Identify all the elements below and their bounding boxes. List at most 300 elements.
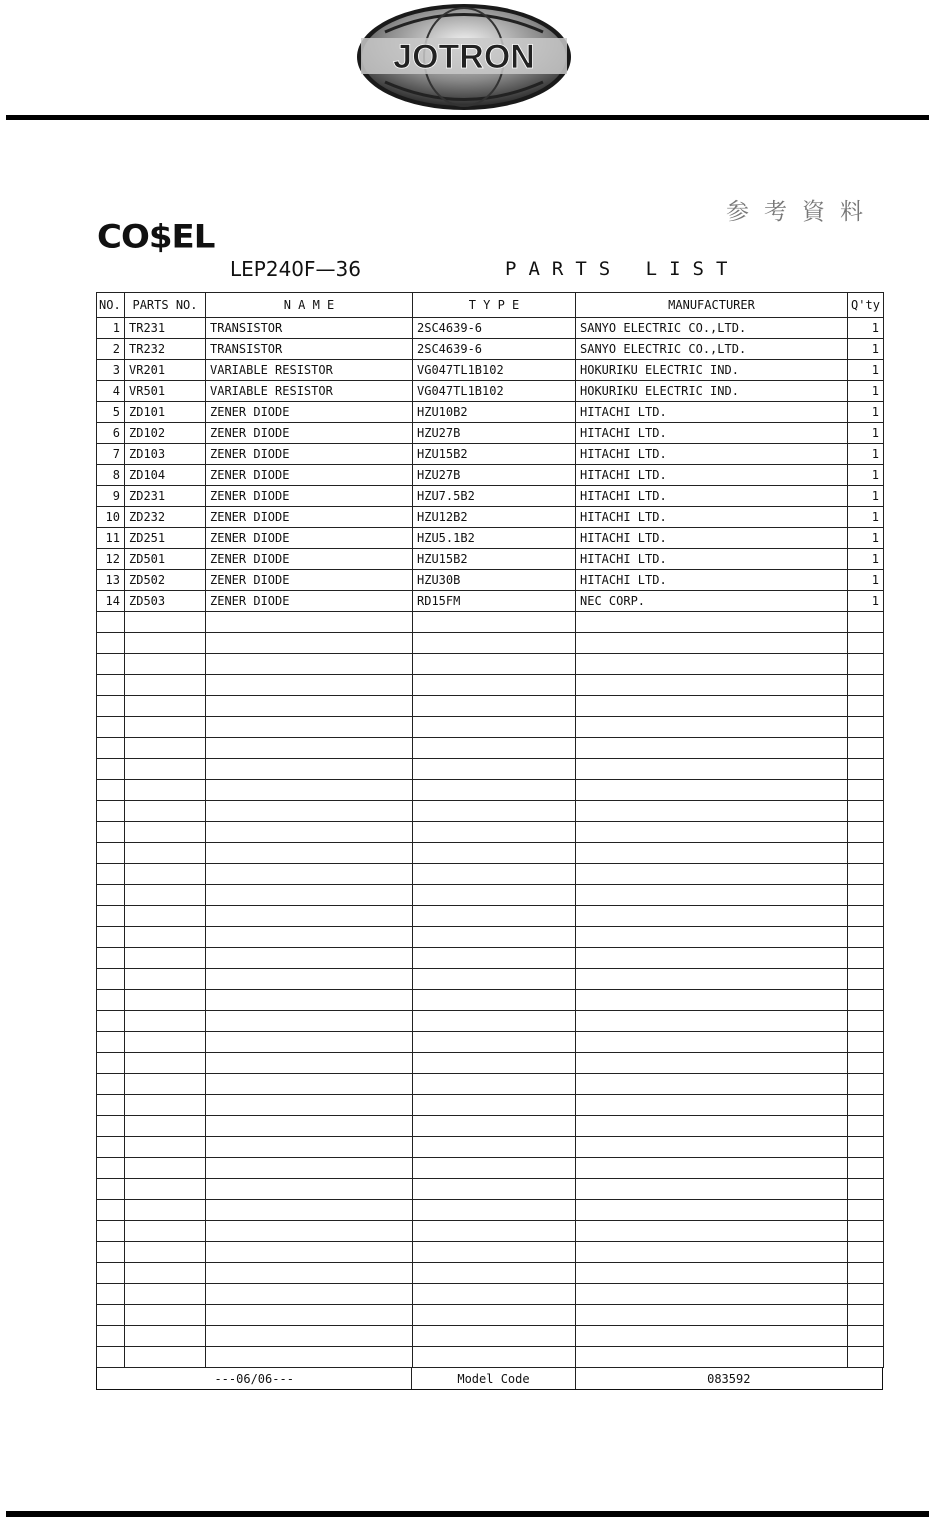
empty-row — [97, 1158, 884, 1179]
cell-no — [97, 1263, 125, 1284]
cell-name — [206, 738, 413, 759]
cell-type — [413, 1347, 576, 1368]
cell-no — [97, 801, 125, 822]
table-row — [97, 570, 884, 591]
cell-type: VG047TL1B102 — [413, 360, 576, 381]
cell-mfr — [576, 1200, 848, 1221]
cell-part — [125, 1221, 206, 1242]
cell-mfr: HITACHI LTD. — [576, 528, 848, 549]
cell-part: ZD503 — [125, 591, 206, 612]
col-manufacturer: MANUFACTURER — [576, 293, 848, 318]
cell-part — [125, 1011, 206, 1032]
cell-part — [125, 1116, 206, 1137]
cell-type — [413, 717, 576, 738]
cell-name — [206, 843, 413, 864]
cell-mfr — [576, 948, 848, 969]
cell-no — [97, 759, 125, 780]
empty-row — [97, 1347, 884, 1368]
parts-table — [96, 292, 884, 1368]
cell-mfr — [576, 612, 848, 633]
cell-qty — [848, 1011, 884, 1032]
cell-type — [413, 1326, 576, 1347]
cell-name — [206, 990, 413, 1011]
cell-type — [413, 1221, 576, 1242]
cell-name: ZENER DIODE — [206, 528, 413, 549]
cell-no — [97, 1053, 125, 1074]
cell-no: 5 — [97, 402, 125, 423]
cell-type — [413, 906, 576, 927]
table-row — [97, 381, 884, 402]
cell-no — [97, 1200, 125, 1221]
cell-mfr — [576, 822, 848, 843]
cell-part: ZD501 — [125, 549, 206, 570]
cell-mfr — [576, 675, 848, 696]
cell-part — [125, 1137, 206, 1158]
cell-no — [97, 864, 125, 885]
cell-mfr — [576, 906, 848, 927]
cell-name — [206, 780, 413, 801]
cell-name — [206, 1284, 413, 1305]
cell-no: 12 — [97, 549, 125, 570]
cell-no — [97, 1011, 125, 1032]
cell-qty — [848, 675, 884, 696]
cell-part — [125, 1032, 206, 1053]
cell-name: ZENER DIODE — [206, 507, 413, 528]
cell-name: ZENER DIODE — [206, 486, 413, 507]
cell-name — [206, 864, 413, 885]
cell-no — [97, 885, 125, 906]
cell-part: ZD101 — [125, 402, 206, 423]
cell-part — [125, 759, 206, 780]
empty-row — [97, 801, 884, 822]
cell-qty — [848, 759, 884, 780]
cell-mfr: HITACHI LTD. — [576, 423, 848, 444]
table-row — [97, 402, 884, 423]
cell-mfr: NEC CORP. — [576, 591, 848, 612]
jotron-logo — [355, 2, 573, 112]
cell-no: 13 — [97, 570, 125, 591]
cell-mfr — [576, 1242, 848, 1263]
cell-mfr — [576, 1347, 848, 1368]
cell-part — [125, 1095, 206, 1116]
cell-type — [413, 654, 576, 675]
cell-qty: 1 — [848, 339, 884, 360]
empty-row — [97, 633, 884, 654]
cell-part: ZD232 — [125, 507, 206, 528]
cell-qty — [848, 1032, 884, 1053]
cell-no — [97, 1221, 125, 1242]
cell-qty — [848, 1284, 884, 1305]
cell-mfr: HITACHI LTD. — [576, 570, 848, 591]
cell-type — [413, 948, 576, 969]
cell-type — [413, 1179, 576, 1200]
cell-qty — [848, 1137, 884, 1158]
cell-part — [125, 717, 206, 738]
col-type: T Y P E — [413, 293, 576, 318]
cell-type — [413, 1074, 576, 1095]
cell-no — [97, 1242, 125, 1263]
cell-type — [413, 675, 576, 696]
cell-name: VARIABLE RESISTOR — [206, 360, 413, 381]
cell-part — [125, 1242, 206, 1263]
cell-type — [413, 822, 576, 843]
table-row — [97, 318, 884, 339]
cosel-logo: CO$EL — [97, 218, 215, 256]
cell-mfr — [576, 738, 848, 759]
cell-mfr — [576, 801, 848, 822]
cell-no: 7 — [97, 444, 125, 465]
cell-part: ZD251 — [125, 528, 206, 549]
empty-row — [97, 885, 884, 906]
cell-qty — [848, 738, 884, 759]
cell-no — [97, 1095, 125, 1116]
cell-mfr — [576, 1326, 848, 1347]
cell-mfr — [576, 990, 848, 1011]
cell-no — [97, 1284, 125, 1305]
cell-type — [413, 780, 576, 801]
cell-mfr: SANYO ELECTRIC CO.,LTD. — [576, 339, 848, 360]
empty-row — [97, 1200, 884, 1221]
cell-no — [97, 1158, 125, 1179]
empty-row — [97, 780, 884, 801]
cell-name — [206, 927, 413, 948]
cell-name — [206, 1137, 413, 1158]
cell-qty: 1 — [848, 570, 884, 591]
table-row — [97, 528, 884, 549]
cell-mfr — [576, 1284, 848, 1305]
cell-type — [413, 612, 576, 633]
cell-mfr: HITACHI LTD. — [576, 549, 848, 570]
cell-part: VR501 — [125, 381, 206, 402]
cell-mfr — [576, 1263, 848, 1284]
empty-row — [97, 1137, 884, 1158]
cell-name — [206, 717, 413, 738]
empty-row — [97, 822, 884, 843]
cell-no — [97, 1347, 125, 1368]
cell-type: HZU27B — [413, 465, 576, 486]
cell-part: ZD103 — [125, 444, 206, 465]
cell-qty: 1 — [848, 591, 884, 612]
cell-type — [413, 1305, 576, 1326]
cell-name: TRANSISTOR — [206, 339, 413, 360]
cell-name — [206, 1326, 413, 1347]
table-header-row — [97, 293, 884, 318]
empty-row — [97, 1221, 884, 1242]
cell-qty — [848, 1053, 884, 1074]
empty-row — [97, 906, 884, 927]
cell-part — [125, 1326, 206, 1347]
cell-mfr — [576, 1074, 848, 1095]
cell-type — [413, 1263, 576, 1284]
cell-part — [125, 1347, 206, 1368]
cell-type — [413, 1200, 576, 1221]
empty-row — [97, 1263, 884, 1284]
cell-no — [97, 822, 125, 843]
empty-row — [97, 1242, 884, 1263]
cell-part — [125, 612, 206, 633]
cell-mfr: HOKURIKU ELECTRIC IND. — [576, 381, 848, 402]
cell-no — [97, 696, 125, 717]
cell-name — [206, 759, 413, 780]
cell-qty: 1 — [848, 423, 884, 444]
cell-qty — [848, 927, 884, 948]
cell-type — [413, 1053, 576, 1074]
cell-name — [206, 1242, 413, 1263]
cell-mfr — [576, 1179, 848, 1200]
cell-qty — [848, 654, 884, 675]
cell-name — [206, 801, 413, 822]
cell-qty — [848, 864, 884, 885]
cell-mfr: HITACHI LTD. — [576, 402, 848, 423]
cell-mfr — [576, 969, 848, 990]
cell-type — [413, 1116, 576, 1137]
cell-no — [97, 612, 125, 633]
col-parts-no: PARTS NO. — [125, 293, 206, 318]
cell-part — [125, 885, 206, 906]
cell-qty: 1 — [848, 486, 884, 507]
footer-date: ---06/06--- — [97, 1368, 412, 1389]
cell-qty: 1 — [848, 465, 884, 486]
cell-type — [413, 927, 576, 948]
empty-row — [97, 696, 884, 717]
cell-type — [413, 1095, 576, 1116]
cell-name — [206, 1263, 413, 1284]
cell-part — [125, 864, 206, 885]
cell-qty — [848, 906, 884, 927]
cell-name — [206, 1011, 413, 1032]
cell-mfr: HITACHI LTD. — [576, 465, 848, 486]
cell-mfr — [576, 780, 848, 801]
cell-no — [97, 717, 125, 738]
cell-type: 2SC4639-6 — [413, 339, 576, 360]
cell-type: RD15FM — [413, 591, 576, 612]
cell-qty — [848, 1242, 884, 1263]
cell-qty: 1 — [848, 528, 884, 549]
cell-mfr: HOKURIKU ELECTRIC IND. — [576, 360, 848, 381]
cell-qty — [848, 948, 884, 969]
empty-row — [97, 717, 884, 738]
cell-type — [413, 759, 576, 780]
cell-mfr — [576, 696, 848, 717]
cell-qty — [848, 717, 884, 738]
empty-row — [97, 1032, 884, 1053]
cell-part — [125, 696, 206, 717]
cell-qty — [848, 1095, 884, 1116]
cell-qty: 1 — [848, 549, 884, 570]
empty-row — [97, 1179, 884, 1200]
empty-row — [97, 1074, 884, 1095]
cell-qty — [848, 633, 884, 654]
cell-no — [97, 1305, 125, 1326]
cell-name — [206, 969, 413, 990]
cell-no — [97, 1326, 125, 1347]
footer-model-code: 083592 — [707, 1371, 751, 1386]
col-name: N A M E — [206, 293, 413, 318]
cell-type: HZU7.5B2 — [413, 486, 576, 507]
cell-part: TR232 — [125, 339, 206, 360]
cell-type: HZU10B2 — [413, 402, 576, 423]
cell-name — [206, 948, 413, 969]
cell-mfr: SANYO ELECTRIC CO.,LTD. — [576, 318, 848, 339]
cell-part — [125, 1158, 206, 1179]
cell-name — [206, 1305, 413, 1326]
cell-type: 2SC4639-6 — [413, 318, 576, 339]
cell-name — [206, 612, 413, 633]
empty-row — [97, 1116, 884, 1137]
cell-no — [97, 969, 125, 990]
cell-mfr — [576, 1221, 848, 1242]
cell-mfr — [576, 1011, 848, 1032]
table-footer — [96, 1367, 883, 1390]
cell-no: 1 — [97, 318, 125, 339]
cell-no — [97, 990, 125, 1011]
cell-mfr — [576, 885, 848, 906]
cell-part — [125, 990, 206, 1011]
cell-mfr — [576, 1158, 848, 1179]
empty-row — [97, 1284, 884, 1305]
cell-no — [97, 1179, 125, 1200]
cell-part — [125, 738, 206, 759]
cell-qty — [848, 843, 884, 864]
cell-part — [125, 675, 206, 696]
cell-mfr — [576, 1032, 848, 1053]
cell-type — [413, 738, 576, 759]
cell-no: 6 — [97, 423, 125, 444]
cell-type — [413, 696, 576, 717]
cell-no: 10 — [97, 507, 125, 528]
cell-name — [206, 822, 413, 843]
empty-row — [97, 927, 884, 948]
cell-name — [206, 633, 413, 654]
empty-row — [97, 969, 884, 990]
empty-row — [97, 1305, 884, 1326]
empty-row — [97, 1095, 884, 1116]
cell-mfr — [576, 843, 848, 864]
cell-part — [125, 1179, 206, 1200]
cell-no — [97, 1032, 125, 1053]
cell-part: ZD231 — [125, 486, 206, 507]
cell-qty — [848, 1179, 884, 1200]
cell-no — [97, 654, 125, 675]
cell-type — [413, 1158, 576, 1179]
empty-row — [97, 654, 884, 675]
cell-name: ZENER DIODE — [206, 444, 413, 465]
cell-qty: 1 — [848, 402, 884, 423]
cell-no — [97, 843, 125, 864]
table-row — [97, 486, 884, 507]
cell-name: ZENER DIODE — [206, 402, 413, 423]
empty-row — [97, 948, 884, 969]
cell-type: HZU30B — [413, 570, 576, 591]
cell-qty — [848, 801, 884, 822]
document-title: PARTS LIST — [505, 258, 740, 280]
cell-type: HZU15B2 — [413, 444, 576, 465]
cell-mfr — [576, 717, 848, 738]
table-row — [97, 465, 884, 486]
empty-row — [97, 1011, 884, 1032]
cell-no — [97, 927, 125, 948]
cell-qty — [848, 1116, 884, 1137]
cell-part — [125, 1074, 206, 1095]
cell-name — [206, 1032, 413, 1053]
cell-mfr — [576, 927, 848, 948]
cell-no — [97, 738, 125, 759]
cell-mfr: HITACHI LTD. — [576, 444, 848, 465]
cell-name — [206, 885, 413, 906]
empty-row — [97, 759, 884, 780]
cell-name: ZENER DIODE — [206, 423, 413, 444]
cell-qty — [848, 780, 884, 801]
cell-name: ZENER DIODE — [206, 465, 413, 486]
cell-part — [125, 633, 206, 654]
cell-type: HZU27B — [413, 423, 576, 444]
empty-row — [97, 864, 884, 885]
cell-part: ZD102 — [125, 423, 206, 444]
cell-mfr — [576, 759, 848, 780]
empty-row — [97, 612, 884, 633]
empty-row — [97, 1326, 884, 1347]
cell-mfr — [576, 633, 848, 654]
cell-name — [206, 1179, 413, 1200]
cell-type — [413, 885, 576, 906]
table-body — [97, 318, 884, 1368]
cell-qty — [848, 1074, 884, 1095]
cell-name — [206, 1074, 413, 1095]
empty-row — [97, 675, 884, 696]
cell-mfr: HITACHI LTD. — [576, 486, 848, 507]
cell-name — [206, 1095, 413, 1116]
cell-part — [125, 654, 206, 675]
table-row — [97, 549, 884, 570]
bottom-rule — [6, 1511, 929, 1517]
cell-mfr — [576, 1116, 848, 1137]
cell-name — [206, 1200, 413, 1221]
model-number: LEP240F—36 — [230, 257, 361, 281]
cell-name — [206, 696, 413, 717]
cell-mfr — [576, 1305, 848, 1326]
cell-mfr — [576, 1137, 848, 1158]
cell-type — [413, 1242, 576, 1263]
cell-name — [206, 1158, 413, 1179]
cell-name — [206, 1221, 413, 1242]
cell-part: VR201 — [125, 360, 206, 381]
empty-row — [97, 843, 884, 864]
cell-mfr — [576, 1053, 848, 1074]
col-qty: Q'ty — [848, 293, 884, 318]
cell-mfr — [576, 1095, 848, 1116]
cell-part — [125, 1263, 206, 1284]
table-row — [97, 591, 884, 612]
cell-type — [413, 633, 576, 654]
cell-type — [413, 969, 576, 990]
cell-type — [413, 801, 576, 822]
cell-part — [125, 780, 206, 801]
cell-qty — [848, 1347, 884, 1368]
cell-qty — [848, 1158, 884, 1179]
cell-no — [97, 1116, 125, 1137]
table-row — [97, 360, 884, 381]
cell-part — [125, 1305, 206, 1326]
cell-name: TRANSISTOR — [206, 318, 413, 339]
cell-type — [413, 1032, 576, 1053]
cell-part — [125, 969, 206, 990]
cell-part — [125, 1284, 206, 1305]
cell-mfr — [576, 864, 848, 885]
table-row — [97, 339, 884, 360]
cell-part: TR231 — [125, 318, 206, 339]
cell-name — [206, 1053, 413, 1074]
cell-type: HZU5.1B2 — [413, 528, 576, 549]
